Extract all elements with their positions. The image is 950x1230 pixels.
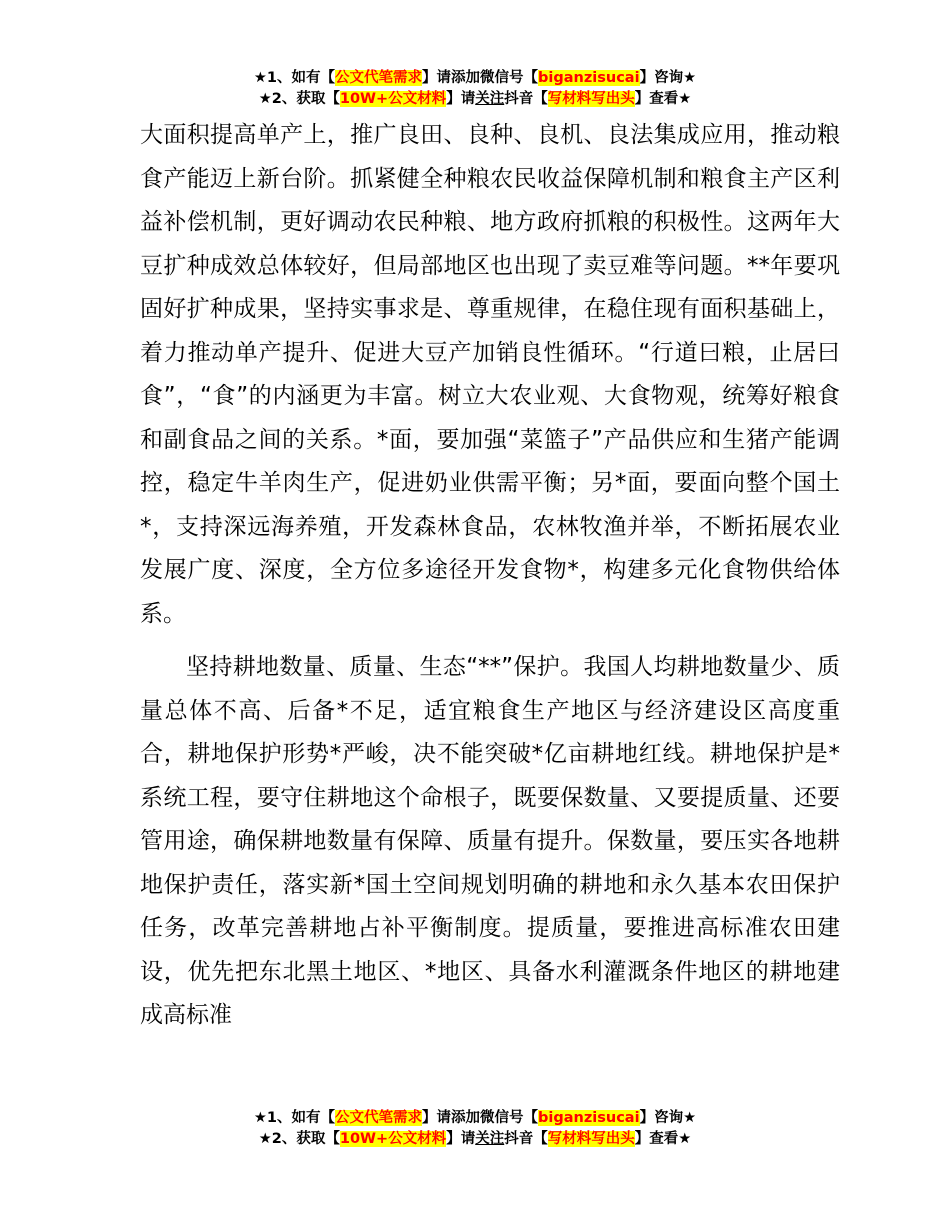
footer-line-2: ★2、获取【10W+公文材料】请关注抖音【写材料写出头】查看★: [258, 1131, 692, 1147]
header-line-1: ★1、如有【公文代笔需求】请添加微信号【biganzisucai】咨询★: [253, 70, 697, 86]
document-body: [140, 114, 840, 1038]
ghostwriting-service-highlight: 公文代笔需求: [335, 70, 423, 86]
wechat-id-highlight: biganzisucai: [538, 70, 640, 86]
footer-banner: [0, 1108, 950, 1150]
wechat-id-highlight: biganzisucai: [538, 1110, 640, 1126]
douyin-account-highlight: 写材料写出头: [547, 91, 635, 107]
paragraph-continued: 大面积提高单产上，推广良田、良种、良机、良法集成应用，推动粮食产能迈上新台阶。抓紧健全种粮农民收益保障机制和粮食主产区利益补偿机制，更好调动农民种粮、地方政府抓粮的积极性。这两年大豆扩种成效总体较好，但局部地区也出现了卖豆难等问题。**年要巩固好扩种成果，坚持实事求是、尊重规律，在稳住现有面积基础上，着力推动单产提升、促进大豆产加销良性循环。“行道曰粮，止居曰食”，“食”的内涵更为丰富。树立大农业观、大食物观，统筹好粮食和副食品之间的关系。*面，要加强“菜篮子”产品供应和生猪产能调控，稳定牛羊肉生产，促进奶业供需平衡；另*面，要面向整个国土*，支持深远海养殖，开发森林食品，农林牧渔并举，不断拓展农业发展广度、深度，全方位多途径开发食物*，构建多元化食物供给体系。: [140, 122, 840, 627]
ghostwriting-service-highlight: 公文代笔需求: [335, 1110, 423, 1126]
footer-line-1: ★1、如有【公文代笔需求】请添加微信号【biganzisucai】咨询★: [253, 1110, 697, 1126]
follow-underlined: 关注: [475, 91, 505, 107]
header-banner: [0, 68, 950, 110]
follow-underlined: 关注: [475, 1131, 505, 1147]
paragraph-farmland-protection: 坚持耕地数量、质量、生态“**”保护。我国人均耕地数量少、质量总体不高、后备*不足，适宜粮食生产地区与经济建设区高度重合，耕地保护形势*严峻，决不能突破*亿亩耕地红线。耕地保护是*系统工程，要守住耕地这个命根子，既要保数量、又要提质量、还要管用途，确保耕地数量有保障、质量有提升。保数量，要压实各地耕地保护责任，落实新*国土空间规划明确的耕地和永久基本农田保护任务，改革完善耕地占补平衡制度。提质量，要推进高标准农田建设，优先把东北黑土地区、*地区、具备水利灌溉条件地区的耕地建成高标准: [140, 654, 840, 1028]
materials-highlight: 10W+公文材料: [339, 91, 447, 107]
materials-highlight: 10W+公文材料: [339, 1131, 447, 1147]
douyin-account-highlight: 写材料写出头: [547, 1131, 635, 1147]
header-line-2: ★2、获取【10W+公文材料】请关注抖音【写材料写出头】查看★: [258, 91, 692, 107]
